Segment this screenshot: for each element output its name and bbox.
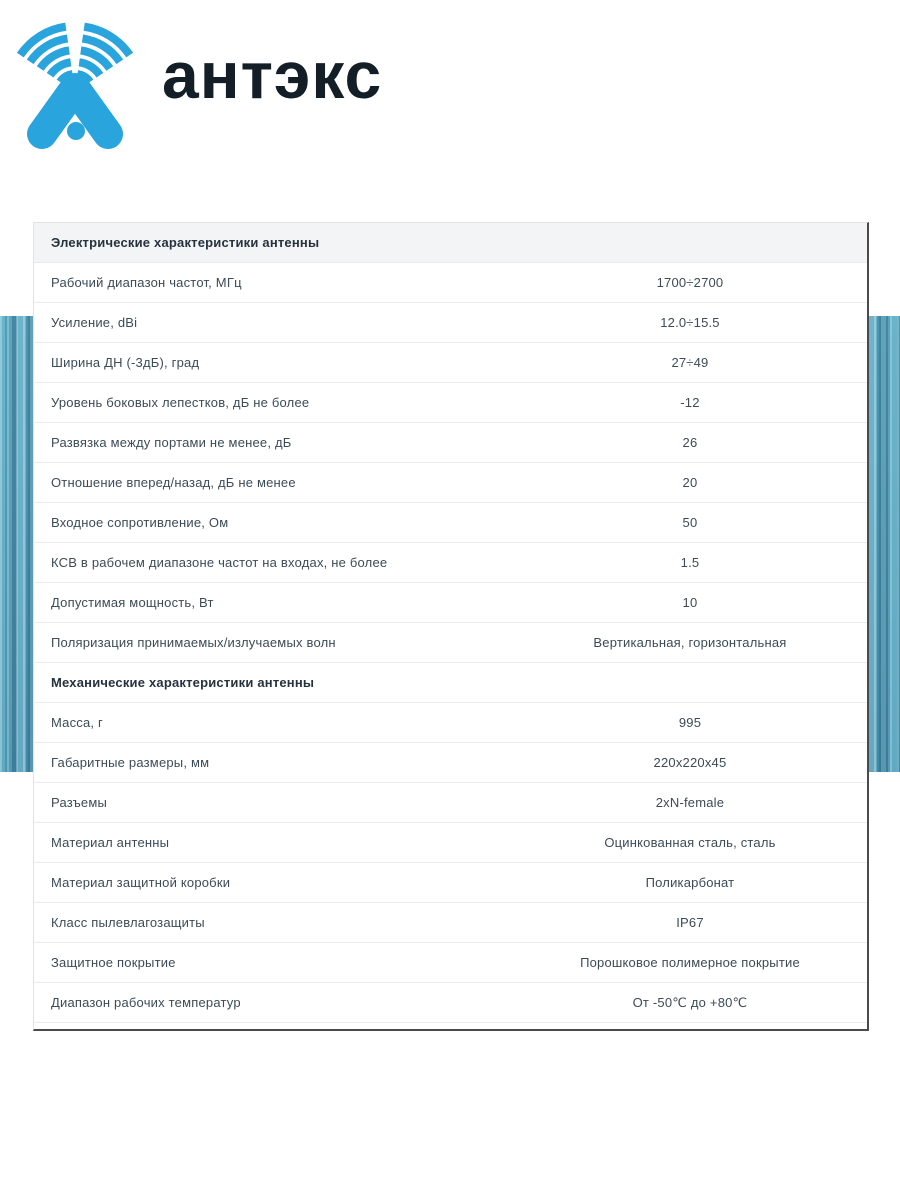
spec-label: Усиление, dBi	[51, 315, 138, 330]
spec-value: -12	[680, 395, 700, 410]
section-title: Электрические характеристики антенны	[51, 235, 320, 250]
spec-label: Габаритные размеры, мм	[51, 755, 210, 770]
spec-value: 2xN-female	[655, 795, 725, 810]
spec-value: IP67	[676, 915, 704, 930]
spec-label: Допустимая мощность, Вт	[51, 595, 214, 610]
spec-label: Рабочий диапазон частот, МГц	[51, 275, 242, 290]
spec-label: Материал защитной коробки	[51, 875, 231, 890]
table-row	[34, 863, 867, 903]
spec-label: КСВ в рабочем диапазоне частот на входах, не более	[51, 555, 388, 570]
spec-value: 1700÷2700	[656, 275, 724, 290]
table-row	[34, 263, 867, 303]
table-row	[34, 983, 867, 1023]
section-header-row	[34, 663, 867, 703]
table-row	[34, 343, 867, 383]
spec-label: Ширина ДН (-3дБ), град	[51, 355, 200, 370]
spec-label: Развязка между портами не менее, дБ	[51, 435, 292, 450]
spec-value: От -50℃ до +80℃	[632, 994, 748, 1010]
table-row	[34, 463, 867, 503]
spec-label: Разъемы	[51, 795, 108, 810]
spec-value: 995	[678, 715, 702, 730]
spec-value: 220x220x45	[653, 755, 727, 770]
table-row	[34, 823, 867, 863]
spec-value: 27÷49	[671, 355, 709, 370]
spec-label: Материал антенны	[51, 835, 170, 850]
spec-value: Оцинкованная сталь, сталь	[604, 835, 776, 850]
spec-value: 12.0÷15.5	[660, 315, 720, 330]
spec-label: Отношение вперед/назад, дБ не менее	[51, 475, 296, 490]
section-header-row	[34, 223, 867, 263]
spec-value: Вертикальная, горизонтальная	[593, 635, 787, 650]
spec-label: Масса, г	[51, 715, 104, 730]
spec-value: Поликарбонат	[645, 875, 735, 890]
logo-wordmark: антэкс	[162, 38, 383, 112]
table-row	[34, 703, 867, 743]
table-row	[34, 503, 867, 543]
antex-logo	[14, 12, 382, 152]
section-title: Механические характеристики антенны	[51, 675, 315, 690]
table-row	[34, 903, 867, 943]
spec-value: 26	[682, 435, 698, 450]
table-row	[34, 623, 867, 663]
table-row	[34, 543, 867, 583]
spec-value: 20	[682, 475, 698, 490]
antenna-x-waves-icon	[14, 12, 146, 152]
table-row	[34, 783, 867, 823]
spec-value: Порошковое полимерное покрытие	[580, 955, 800, 970]
spec-value: 1.5	[680, 555, 700, 570]
spec-value: 10	[682, 595, 698, 610]
spec-table-card	[33, 222, 869, 1031]
table-row	[34, 943, 867, 983]
table-row	[34, 743, 867, 783]
spec-value: 50	[682, 515, 698, 530]
table-row	[34, 383, 867, 423]
spec-label: Уровень боковых лепестков, дБ не более	[51, 395, 310, 410]
table-row	[34, 583, 867, 623]
spec-label: Диапазон рабочих температур	[51, 995, 241, 1010]
table-row	[34, 303, 867, 343]
spec-label: Входное сопротивление, Ом	[51, 515, 229, 530]
spec-label: Поляризация принимаемых/излучаемых волн	[51, 635, 336, 650]
spec-label: Класс пылевлагозащиты	[51, 915, 205, 930]
spec-label: Защитное покрытие	[51, 955, 176, 970]
table-row	[34, 423, 867, 463]
